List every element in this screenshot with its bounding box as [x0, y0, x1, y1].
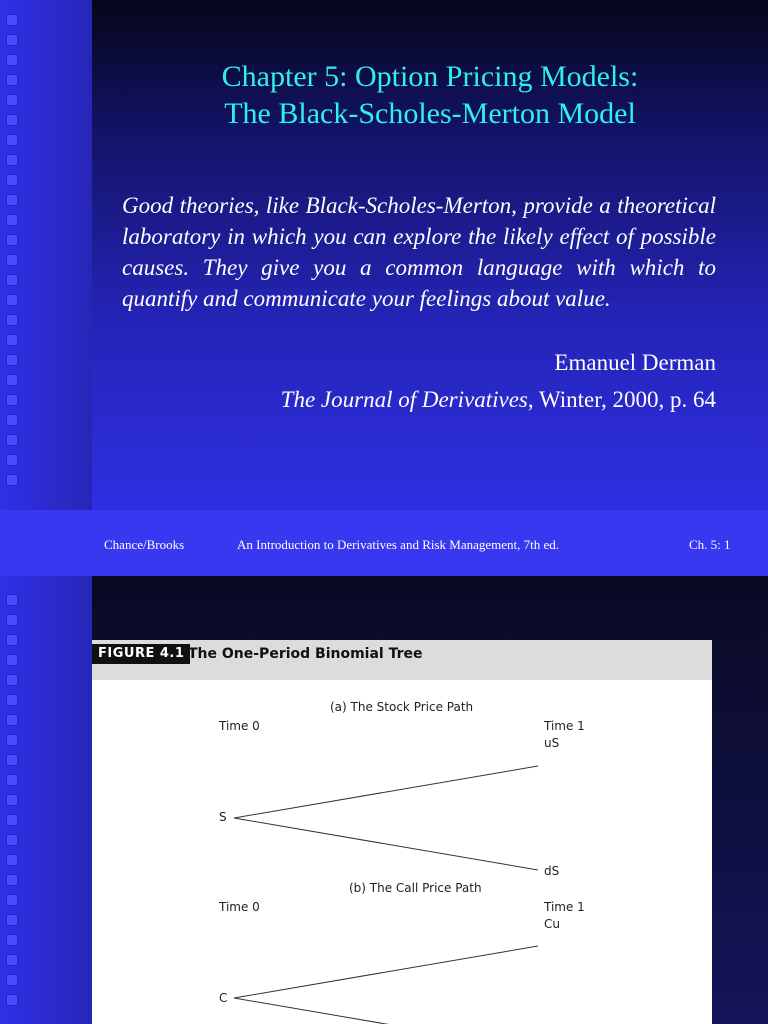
decor-square	[6, 54, 18, 66]
call-up-node: Cu	[544, 917, 560, 931]
footer-book-title: An Introduction to Derivatives and Risk Management, 7th ed.	[237, 537, 560, 552]
decor-square	[6, 654, 18, 666]
decor-square	[6, 894, 18, 906]
decor-square	[6, 934, 18, 946]
panel-b-time1: Time 1	[544, 900, 585, 914]
figure-header	[92, 640, 712, 680]
slide-title	[92, 58, 768, 132]
figure-body	[92, 680, 712, 1024]
call-down-branch	[234, 998, 538, 1024]
decor-square	[6, 154, 18, 166]
decor-square	[6, 674, 18, 686]
decor-square	[6, 294, 18, 306]
panel-b-time0: Time 0	[219, 900, 260, 914]
figure-number: FIGURE 4.1	[92, 644, 190, 664]
decor-square	[6, 94, 18, 106]
binomial-tree-figure	[92, 640, 712, 1024]
stock-down-node: dS	[544, 864, 560, 878]
panel-b-caption: (b) The Call Price Path	[349, 881, 482, 895]
decor-square	[6, 734, 18, 746]
decor-square	[6, 14, 18, 26]
slide-title-line-1: Chapter 5: Option Pricing Models:	[221, 60, 639, 93]
decor-square	[6, 134, 18, 146]
figure-title: The One-Period Binomial Tree	[188, 646, 423, 662]
decor-square	[6, 34, 18, 46]
stock-up-node: uS	[544, 736, 560, 750]
decor-square	[6, 594, 18, 606]
decor-square	[6, 774, 18, 786]
panel-a-time1: Time 1	[544, 719, 585, 733]
decor-square	[6, 374, 18, 386]
decor-square	[6, 814, 18, 826]
decor-square	[6, 74, 18, 86]
decor-square	[6, 854, 18, 866]
quote-text: Good theories, like Black-Scholes-Merton, provide a theoretical laboratory in which you can explore the likely effect of possible causes. They give you a common language with which to quantify and communicate your feelings about value.	[122, 193, 716, 311]
decor-square	[6, 974, 18, 986]
decor-square	[6, 434, 18, 446]
decor-square	[6, 394, 18, 406]
call-up-branch	[234, 946, 538, 998]
decor-square	[6, 114, 18, 126]
slide-footer	[0, 510, 768, 576]
decor-square	[6, 354, 18, 366]
source-journal: The Journal of Derivatives	[280, 387, 528, 412]
decor-square	[6, 994, 18, 1006]
decor-square	[6, 254, 18, 266]
decor-square	[6, 754, 18, 766]
quote-source	[281, 387, 716, 413]
panel-a-time0: Time 0	[219, 719, 260, 733]
decor-square	[6, 614, 18, 626]
decor-square	[6, 694, 18, 706]
stock-down-branch	[234, 818, 538, 870]
decor-square	[6, 314, 18, 326]
decor-square	[6, 634, 18, 646]
decor-square	[6, 234, 18, 246]
stock-root-node: S	[219, 810, 227, 824]
decor-square	[6, 274, 18, 286]
decor-square	[6, 194, 18, 206]
decor-square	[6, 714, 18, 726]
decor-square	[6, 834, 18, 846]
call-root-node: C	[219, 991, 228, 1005]
slide-1	[92, 0, 768, 510]
footer-page-number: Ch. 5: 1	[689, 537, 731, 552]
decor-square	[6, 214, 18, 226]
stock-up-branch	[234, 766, 538, 818]
decor-square	[6, 334, 18, 346]
decor-square	[6, 414, 18, 426]
footer-authors: Chance/Brooks	[104, 537, 185, 552]
panel-a-caption: (a) The Stock Price Path	[330, 700, 474, 714]
decor-square	[6, 874, 18, 886]
decor-square	[6, 794, 18, 806]
decor-square	[6, 474, 18, 486]
slide-2	[92, 576, 768, 1024]
decor-square	[6, 914, 18, 926]
tree-lines	[92, 680, 712, 1024]
quote-author: Emanuel Derman	[554, 350, 716, 375]
source-details: , Winter, 2000, p. 64	[527, 387, 716, 412]
decor-square	[6, 454, 18, 466]
slide-title-line-2: The Black-Scholes-Merton Model	[224, 97, 636, 130]
decor-square	[6, 954, 18, 966]
decor-square	[6, 174, 18, 186]
